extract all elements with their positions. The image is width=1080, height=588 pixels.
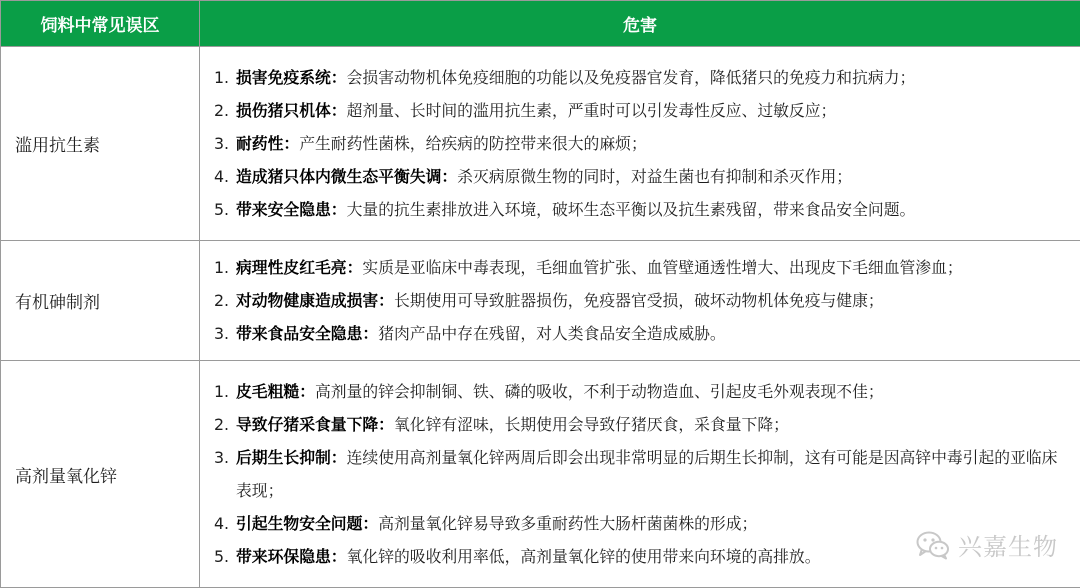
item-term: 皮毛粗糙： <box>236 382 315 401</box>
category-cell: 高剂量氧化锌 <box>1 361 200 588</box>
list-item <box>214 127 1070 160</box>
item-number: 3. <box>214 448 230 467</box>
category-cell: 滥用抗生素 <box>1 47 200 241</box>
item-number: 3. <box>214 324 230 343</box>
item-number: 5. <box>214 200 230 219</box>
list-item <box>214 375 1070 408</box>
item-number: 5. <box>214 547 230 566</box>
header-hazard: 危害 <box>200 1 1080 47</box>
item-number: 1. <box>214 68 230 87</box>
table-row <box>1 241 1080 361</box>
item-term: 后期生长抑制： <box>236 448 347 467</box>
item-term: 导致仔猪采食量下降： <box>236 415 394 434</box>
list-item <box>214 193 1070 226</box>
header-misconception: 饲料中常见误区 <box>1 1 200 47</box>
item-term: 带来安全隐患： <box>236 200 347 219</box>
table-header-row <box>1 1 1080 47</box>
item-number: 4. <box>214 514 230 533</box>
item-number: 3. <box>214 134 230 153</box>
hazard-list <box>214 251 1070 350</box>
item-number: 2. <box>214 101 230 120</box>
category-cell: 有机砷制剂 <box>1 241 200 361</box>
list-item <box>214 61 1070 94</box>
hazard-list-cell <box>200 47 1080 241</box>
item-text: 高剂量的锌会抑制铜、铁、磷的吸收，不利于动物造血、引起皮毛外观表现不佳； <box>315 382 884 401</box>
item-term: 带来环保隐患： <box>236 547 347 566</box>
list-item <box>214 317 1070 350</box>
item-text: 杀灭病原微生物的同时，对益生菌也有抑制和杀灭作用； <box>457 167 853 186</box>
item-term: 带来食品安全隐患： <box>236 324 379 343</box>
item-text: 会损害动物机体免疫细胞的功能以及免疫器官发育，降低猪只的免疫力和抗病力； <box>346 68 916 87</box>
item-term: 对动物健康造成损害： <box>236 291 394 310</box>
item-number: 1. <box>214 382 230 401</box>
item-term: 耐药性： <box>236 134 300 153</box>
watermark <box>916 527 1058 562</box>
list-item <box>214 160 1070 193</box>
item-term: 病理性皮红毛亮： <box>236 258 363 277</box>
hazard-list-cell <box>200 241 1080 361</box>
item-number: 2. <box>214 291 230 310</box>
watermark-text: 兴嘉生物 <box>958 533 1058 561</box>
item-text: 氧化锌的吸收利用率低，高剂量氧化锌的使用带来向环境的高排放。 <box>346 547 821 566</box>
hazard-list <box>214 61 1070 226</box>
item-text: 氧化锌有涩味，长期使用会导致仔猪厌食，采食量下降； <box>393 415 789 434</box>
item-number: 4. <box>214 167 230 186</box>
list-item <box>214 94 1070 127</box>
item-text: 高剂量氧化锌易导致多重耐药性大肠杆菌菌株的形成； <box>378 514 758 533</box>
item-number: 2. <box>214 415 230 434</box>
item-text: 超剂量、长时间的滥用抗生素，严重时可以引发毒性反应、过敏反应； <box>346 101 837 120</box>
item-term: 造成猪只体内微生态平衡失调： <box>236 167 458 186</box>
item-term: 引起生物安全问题： <box>236 514 379 533</box>
item-number: 1. <box>214 258 230 277</box>
item-term: 损伤猪只机体： <box>236 101 347 120</box>
list-item <box>214 284 1070 317</box>
item-text: 产生耐药性菌株，给疾病的防控带来很大的麻烦； <box>299 134 647 153</box>
wechat-icon <box>916 530 950 560</box>
item-text: 长期使用可导致脏器损伤，免疫器官受损，破坏动物机体免疫与健康； <box>393 291 884 310</box>
item-text: 连续使用高剂量氧化锌两周后即会出现非常明显的后期生长抑制，这有可能是因高锌中毒引起的亚临床表现； <box>236 448 1058 500</box>
list-item <box>214 408 1070 441</box>
list-item <box>214 441 1070 507</box>
item-text: 实质是亚临床中毒表现，毛细血管扩张、血管壁通透性增大、出现皮下毛细血管渗血； <box>362 258 963 277</box>
item-text: 大量的抗生素排放进入环境，破坏生态平衡以及抗生素残留，带来食品安全问题。 <box>346 200 916 219</box>
item-term: 损害免疫系统： <box>236 68 347 87</box>
table-row <box>1 47 1080 241</box>
item-text: 猪肉产品中存在残留，对人类食品安全造成威胁。 <box>378 324 726 343</box>
list-item <box>214 251 1070 284</box>
